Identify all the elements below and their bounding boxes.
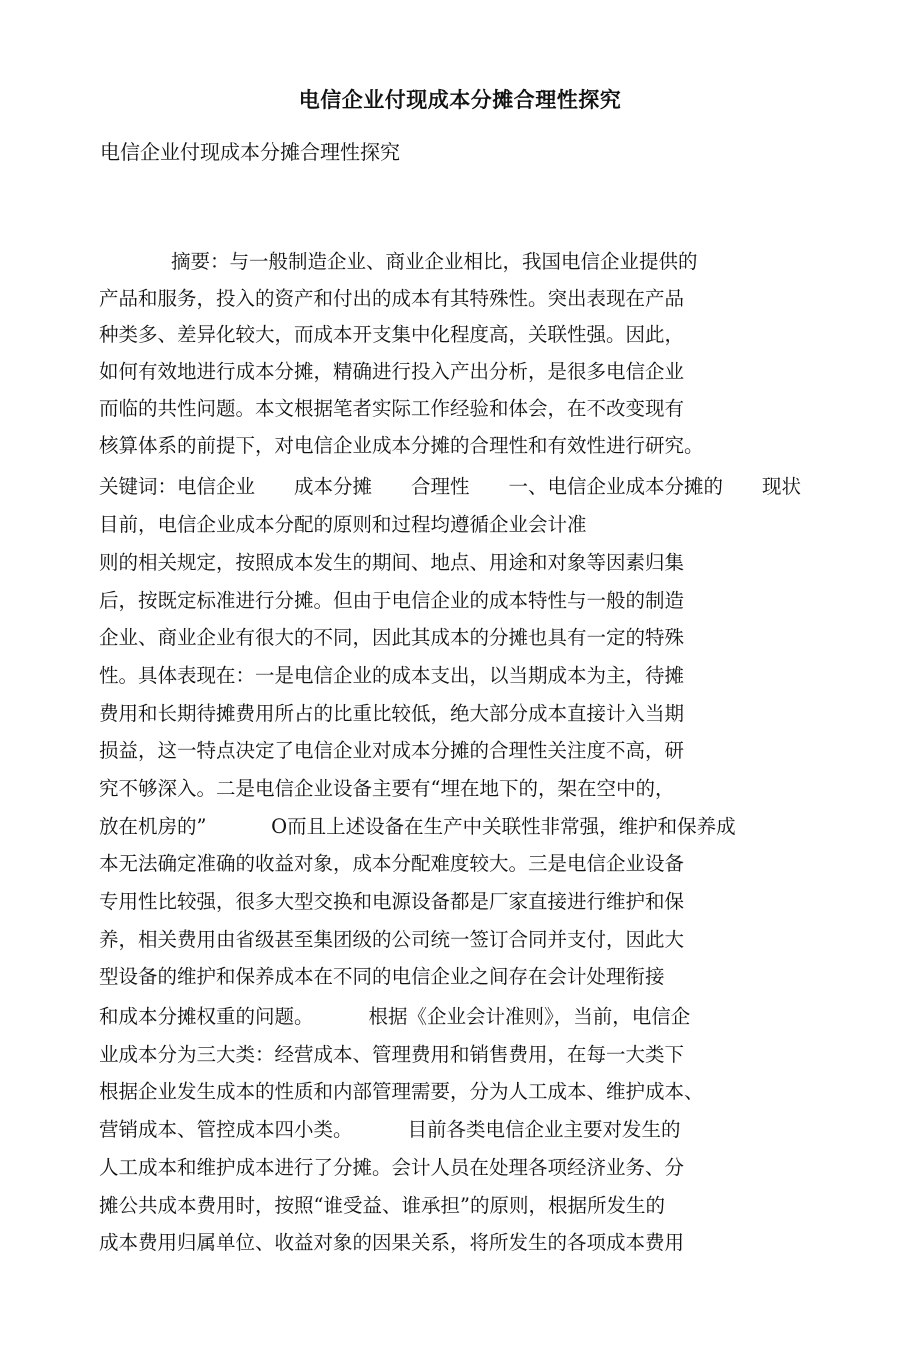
text-line: 性。具体表现在：一是电信企业的成本支出，以当期成本为主，待摊 [99, 664, 685, 687]
text-line: 损益，这一特点决定了电信企业对成本分摊的合理性关注度不高，研 [99, 739, 685, 762]
text-line: 种类多、差异化较大，而成本开支集中化程度高，关联性强。因此， [99, 323, 685, 346]
text-line: 人工成本和维护成本进行了分摊。会计人员在处理各项经济业务、分 [99, 1156, 685, 1179]
text-line: 放在机房的” O而且上述设备在生产中关联性非常强，维护和保养成 [99, 815, 736, 838]
text-line: 业成本分为三大类：经营成本、管理费用和销售费用，在每一大类下 [99, 1043, 685, 1066]
text-line: 摊公共成本费用时，按照“谁受益、谁承担”的原则，根据所发生的 [99, 1194, 665, 1217]
document-title: 电信企业付现成本分摊合理性探究 [298, 88, 622, 112]
text-line: 养，相关费用由省级甚至集团级的公司统一签订合同并支付，因此大 [99, 928, 685, 951]
text-line: 后，按既定标准进行分摊。但由于电信企业的成本特性与一般的制造 [99, 589, 685, 612]
text-line: 营销成本、管控成本四小类。 目前各类电信企业主要对发生的 [99, 1118, 681, 1141]
text-line: 产品和服务，投入的资产和付出的成本有其特殊性。突出表现在产品 [99, 287, 685, 310]
text-line: 费用和长期待摊费用所占的比重比较低，绝大部分成本直接计入当期 [99, 702, 685, 725]
text-line: 根据企业发生成本的性质和内部管理需要，分为人工成本、维护成本、 [99, 1080, 704, 1103]
text-line: 本无法确定准确的收益对象，成本分配难度较大。三是电信企业设备 [99, 852, 685, 875]
text-line: 和成本分摊权重的问题。 根据《企业会计准则》，当前，电信企 [99, 1005, 691, 1028]
text-line: 究不够深入。二是电信企业设备主要有“埋在地下的，架在空中的， [99, 777, 675, 800]
text-line: 专用性比较强，很多大型交换和电源设备都是厂家直接进行维护和保 [99, 890, 685, 913]
text-line: 目前，电信企业成本分配的原则和过程均遵循企业会计准 [99, 513, 587, 536]
text-line: 摘要：与一般制造企业、商业企业相比，我国电信企业提供的 [171, 250, 698, 273]
text-line: 而临的共性问题。本文根据笔者实际工作经验和体会，在不改变现有 [99, 397, 685, 420]
text-line: 如何有效地进行成本分摊，精确进行投入产出分析，是很多电信企业 [99, 360, 685, 383]
document-subtitle: 电信企业付现成本分摊合理性探究 [100, 140, 400, 164]
keywords-line: 关键词：电信企业 成本分摊 合理性 一、电信企业成本分摊的 现状 [99, 475, 802, 498]
text-line: 企业、商业企业有很大的不同，因此其成本的分摊也具有一定的特殊 [99, 626, 685, 649]
text-line: 成本费用归属单位、收益对象的因果关系，将所发生的各项成本费用 [99, 1231, 685, 1254]
text-line: 型设备的维护和保养成本在不同的电信企业之间存在会计处理衔接 [99, 965, 665, 988]
text-line: 核算体系的前提下，对电信企业成本分摊的合理性和有效性进行研究。 [99, 434, 704, 457]
text-line: 则的相关规定，按照成本发生的期间、地点、用途和对象等因素归集 [99, 551, 685, 574]
